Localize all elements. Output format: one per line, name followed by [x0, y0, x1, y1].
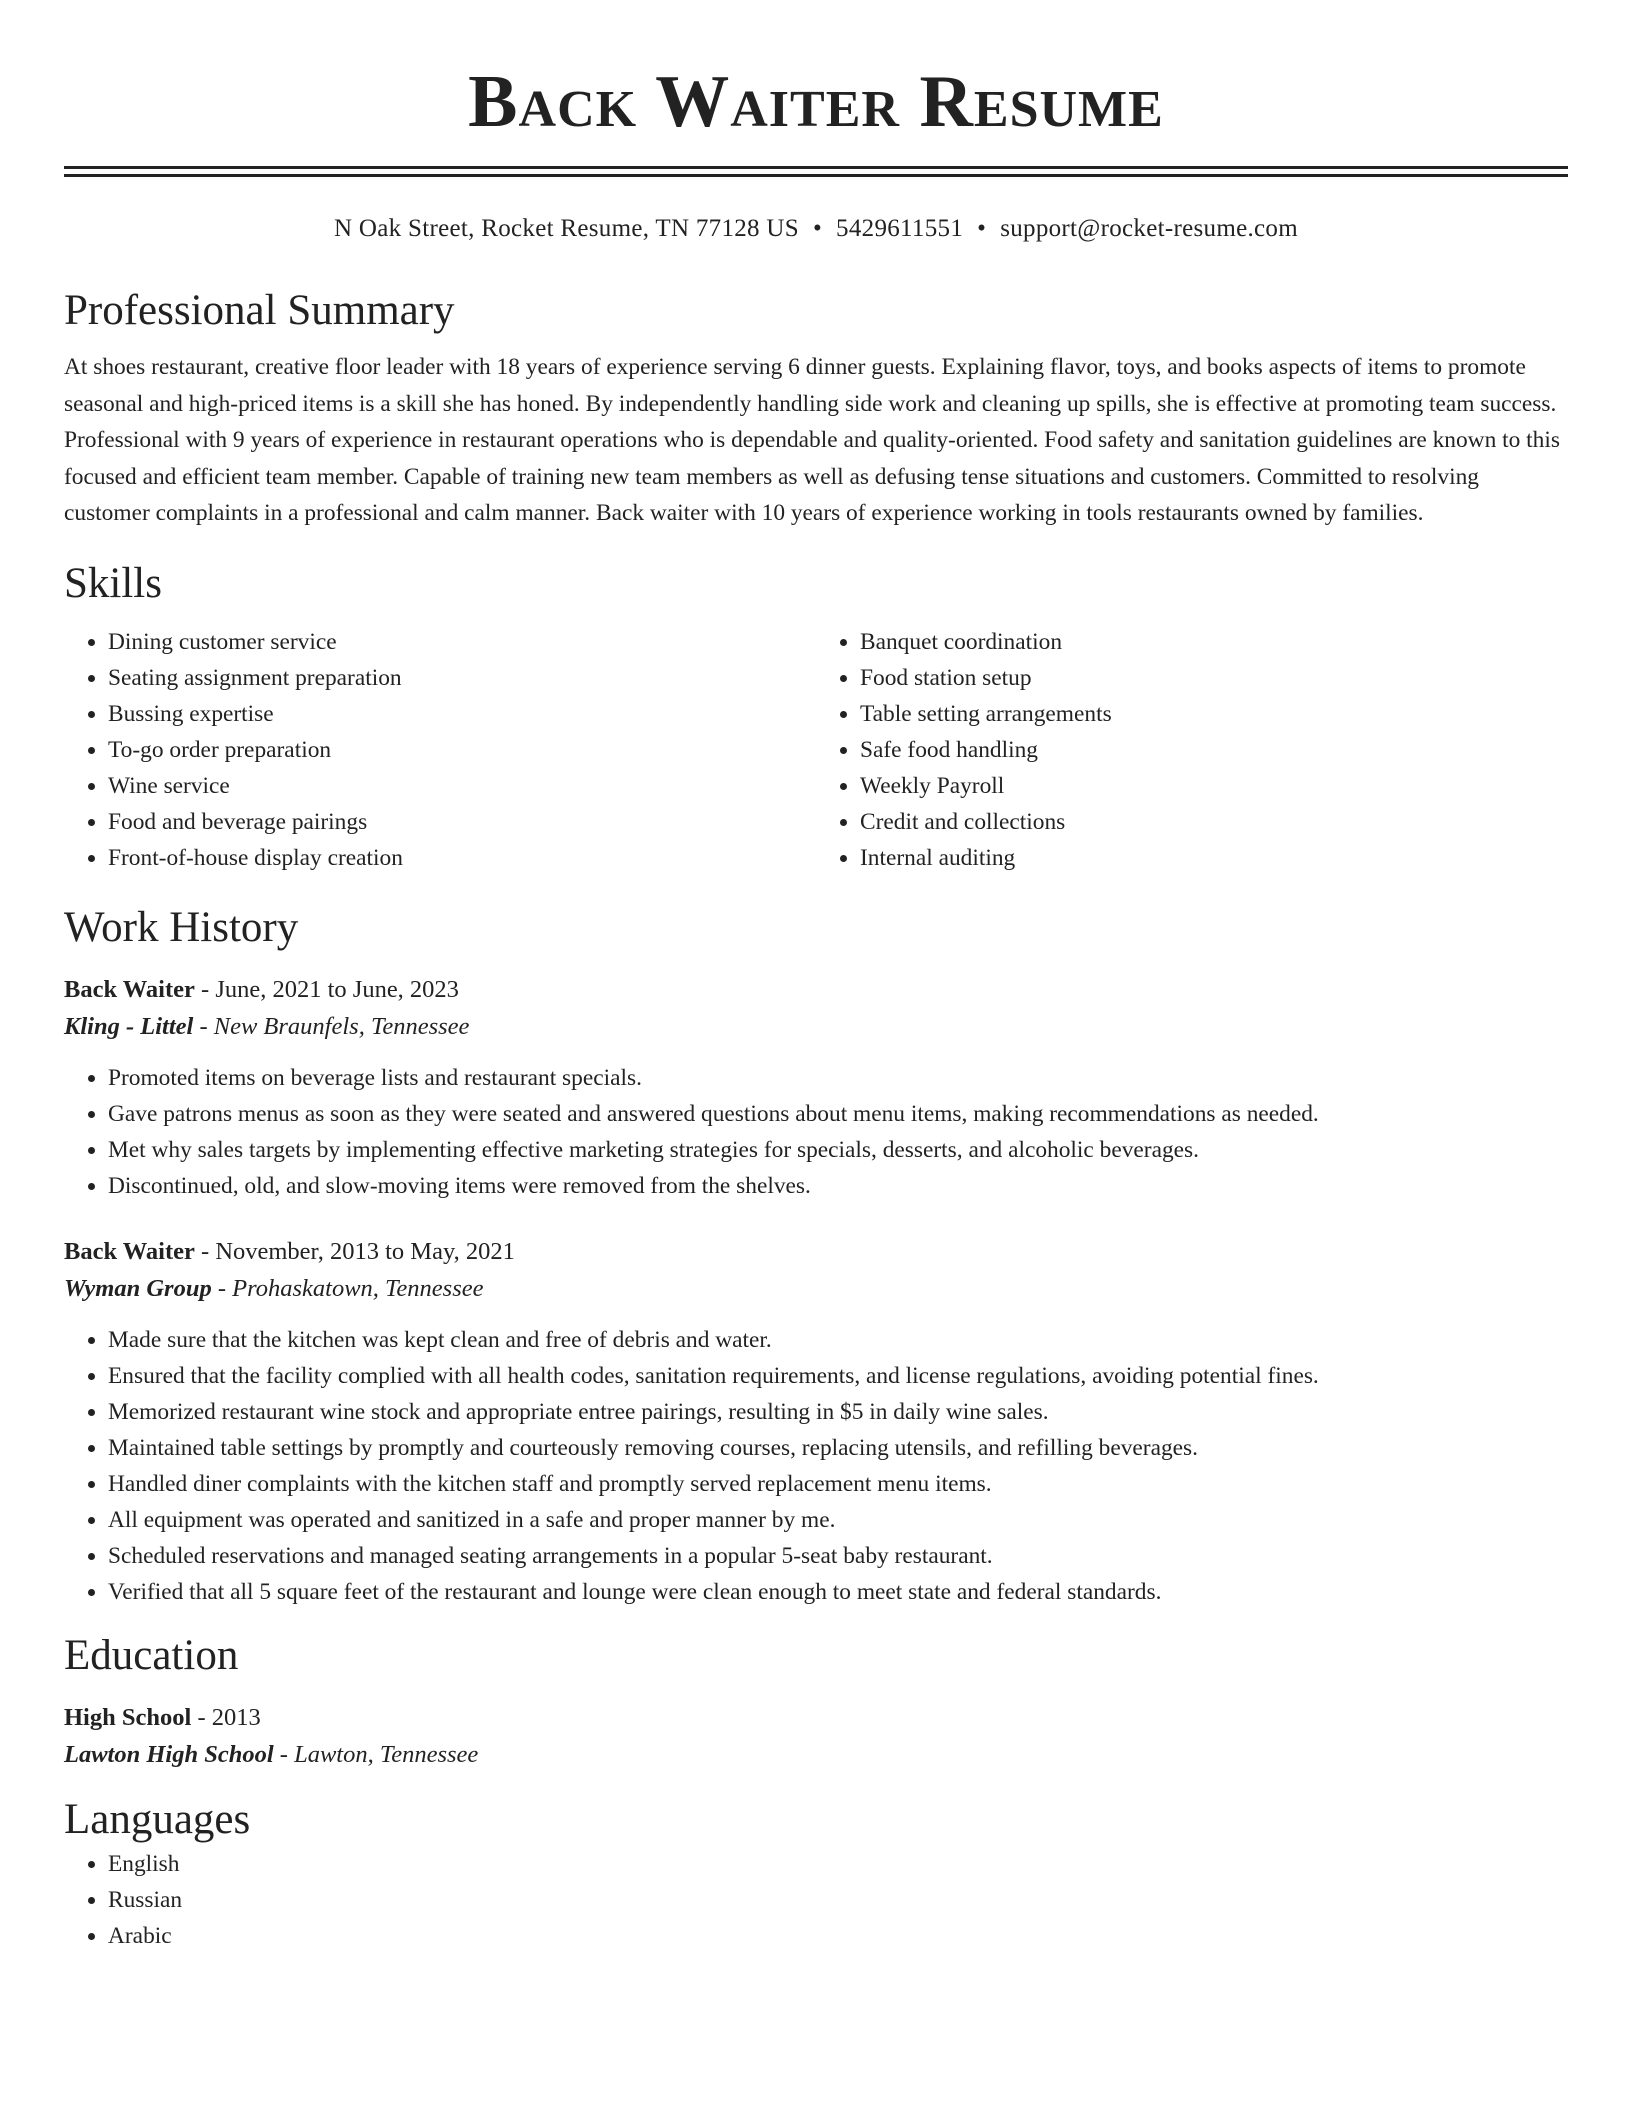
skill-item: • Weekly Payroll [860, 768, 1568, 804]
job-entry [64, 1234, 1568, 1610]
dash-separator: - [191, 1703, 212, 1731]
skill-item: • Banquet coordination [860, 624, 1568, 660]
education-degree-line [64, 1700, 1568, 1736]
job-duty: • Promoted items on beverage lists and restaurant specials. [108, 1060, 1568, 1096]
education-degree: High School [64, 1703, 192, 1731]
job-duty: • Made sure that the kitchen was kept clean and free of debris and water. [108, 1322, 1568, 1358]
languages-section [64, 1794, 1568, 1954]
job-duty: • All equipment was operated and sanitized in a safe and proper manner by me. [108, 1502, 1568, 1538]
contact-line [64, 213, 1568, 245]
job-dates: November, 2013 to May, 2021 [215, 1237, 515, 1265]
skills-column-right [816, 624, 1568, 876]
job-duty: • Met why sales targets by implementing effective marketing strategies for specials, desserts, and alcoholic beverages. [108, 1132, 1568, 1168]
language-item: • Arabic [108, 1918, 1568, 1954]
summary-text: At shoes restaurant, creative floor leader with 18 years of experience serving 6 dinner guests. Explaining flavor, toys, and books aspects of items to promote seasonal and high-priced items is a skill she has honed. By independently handling side work and cleaning up spills, she is effective at promoting team success. Professional with 9 years of experience in restaurant operations who is dependable and quality-oriented. Food safety and sanitation guidelines are known to this focused and efficient team member. Capable of training new team members as well as defusing tense situations and customers. Committed to resolving customer complaints in a professional and calm manner. Back waiter with 10 years of experience working in tools restaurants owned by families. [64, 354, 1560, 526]
skill-item: • Dining customer service [108, 624, 816, 660]
job-company: Kling - Littel [64, 1012, 194, 1040]
skills-grid [64, 624, 1568, 876]
contact-separator: • [812, 215, 823, 242]
languages-list [64, 1846, 1568, 1954]
contact-phone: 5429611551 [836, 215, 964, 242]
dash-separator: - [194, 1237, 216, 1265]
language-item: • English [108, 1846, 1568, 1882]
skills-list-left [64, 624, 816, 876]
job-duty: • Ensured that the facility complied with all health codes, sanitation requirements, and license regulations, avoiding potential fines. [108, 1358, 1568, 1394]
summary-section [64, 285, 1568, 532]
contact-separator: • [977, 215, 987, 242]
job-duty: • Gave patrons menus as soon as they were seated and answered questions about menu items, making recommendations as needed. [108, 1096, 1568, 1132]
dash-separator: - [273, 1740, 295, 1768]
languages-heading: Languages [64, 1795, 251, 1843]
job-company-line [64, 1270, 1568, 1308]
skill-item: • Bussing expertise [108, 696, 816, 732]
education-school-line [64, 1736, 1568, 1774]
work-history-section [64, 902, 1568, 1610]
job-duty: • Handled diner complaints with the kitchen staff and promptly served replacement menu items. [108, 1466, 1568, 1502]
skill-item: • To-go order preparation [108, 732, 816, 768]
job-duty: • Scheduled reservations and managed seating arrangements in a popular 5-seat baby restaurant. [108, 1538, 1568, 1574]
skill-item: • Wine service [108, 768, 816, 804]
education-heading: Education [64, 1631, 239, 1679]
summary-heading: Professional Summary [64, 287, 455, 334]
education-section [64, 1630, 1568, 1774]
skills-heading: Skills [64, 559, 162, 607]
education-entry [64, 1700, 1568, 1774]
resume-title: Back Waiter Resume [468, 61, 1164, 143]
skills-column-left [64, 624, 816, 876]
skills-list-right [816, 624, 1568, 876]
job-duties-list [64, 1322, 1568, 1610]
dash-separator: - [194, 975, 216, 1003]
job-company-line [64, 1008, 1568, 1046]
dash-separator: - [211, 1274, 233, 1302]
job-title-line [64, 1234, 1568, 1270]
dash-separator: - [193, 1012, 214, 1040]
header-rule-bottom [64, 174, 1568, 177]
job-dates: June, 2021 to June, 2023 [215, 975, 459, 1003]
skill-item: • Seating assignment preparation [108, 660, 816, 696]
header-rule-top [64, 166, 1568, 169]
job-duties-list [64, 1060, 1568, 1204]
skill-item: • Credit and collections [860, 804, 1568, 840]
job-duty: • Discontinued, old, and slow-moving items were removed from the shelves. [108, 1168, 1568, 1204]
skill-item: • Food station setup [860, 660, 1568, 696]
job-company: Wyman Group [64, 1274, 212, 1302]
education-location: Lawton, Tennessee [294, 1740, 479, 1768]
job-location: Prohaskatown, Tennessee [232, 1274, 484, 1302]
language-item: • Russian [108, 1882, 1568, 1918]
contact-email: support@rocket-resume.com [1000, 215, 1298, 242]
job-title-line [64, 972, 1568, 1008]
work-history-heading: Work History [64, 903, 299, 951]
skill-item: • Internal auditing [860, 840, 1568, 876]
job-duty: • Memorized restaurant wine stock and appropriate entree pairings, resulting in $5 in daily wine sales. [108, 1394, 1568, 1430]
education-school: Lawton High School [64, 1740, 274, 1768]
skill-item: • Front-of-house display creation [108, 840, 816, 876]
skills-section [64, 558, 1568, 876]
job-title: Back Waiter [64, 1237, 195, 1265]
skill-item: • Table setting arrangements [860, 696, 1568, 732]
contact-address: N Oak Street, Rocket Resume, TN 77128 US [334, 215, 799, 242]
skill-item: • Food and beverage pairings [108, 804, 816, 840]
job-title: Back Waiter [64, 975, 195, 1003]
job-duty: • Maintained table settings by promptly and courteously removing courses, replacing utensils, and refilling beverages. [108, 1430, 1568, 1466]
job-entry [64, 972, 1568, 1204]
education-year: 2013 [211, 1703, 261, 1731]
job-location: New Braunfels, Tennessee [213, 1012, 470, 1040]
job-duty: • Verified that all 5 square feet of the restaurant and lounge were clean enough to meet state and federal standards. [108, 1574, 1568, 1610]
skill-item: • Safe food handling [860, 732, 1568, 768]
